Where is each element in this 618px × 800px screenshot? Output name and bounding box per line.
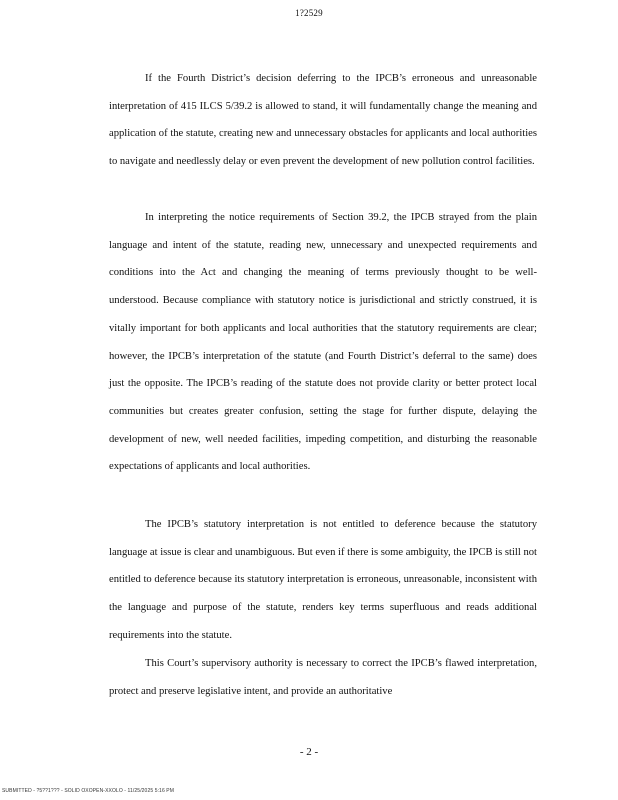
- body-paragraph-2: [109, 204, 537, 481]
- paragraph-text: In interpreting the notice requirements of Section 39.2, the IPCB strayed from the plain language and intent of the statute, reading new, unnecessary and unexpected requirements and conditions into the Act and changing the meaning of terms previously thought to be well-understood. Because compliance with statutory notice is jurisdictional and strictly construed, it is vitally important for both applicants and local authorities that the statutory requirements are clear; however, the IPCB’s interpretation of the statute (and Fourth District’s deferral to the same) does just the opposite. The IPCB’s reading of the statute does not provide clarity or better protect local communities but creates greater confusion, setting the stage for further dispute, delaying the development of new, well needed facilities, impeding competition, and disturbing the reasonable expectations of applicants and local authorities.: [109, 212, 537, 473]
- paragraph-text: This Court’s supervisory authority is necessary to correct the IPCB’s flawed interpretation, protect and preserve legislative intent, and provide an authoritative: [109, 658, 537, 697]
- body-paragraph-1: [109, 65, 537, 176]
- body-paragraph-4: [109, 650, 537, 705]
- document-id-header: 1?2529: [295, 8, 323, 18]
- body-paragraph-3: [109, 511, 537, 650]
- page-number: - 2 -: [299, 746, 319, 758]
- submission-stamp: SUBMITTED - ?5??1??? - SOLID OXOPEN-XXOLO - 11/25/2025 5:16 PM: [2, 788, 175, 794]
- paragraph-text: If the Fourth District’s decision deferring to the IPCB’s erroneous and unreasonable interpretation of 415 ILCS 5/39.2 is allowed to stand, it will fundamentally change the meaning and application of the statute, creating new and unnecessary obstacles for applicants and local authorities to navigate and needlessly delay or even prevent the development of new pollution control facilities.: [109, 73, 537, 168]
- paragraph-text: The IPCB’s statutory interpretation is not entitled to deference because the statutory language at issue is clear and unambiguous. But even if there is some ambiguity, the IPCB is still not entitled to deference because its statutory interpretation is erroneous, unreasonable, inconsistent with the language and purpose of the statute, renders key terms superfluous and reads additional requirements into the statute.: [109, 519, 537, 641]
